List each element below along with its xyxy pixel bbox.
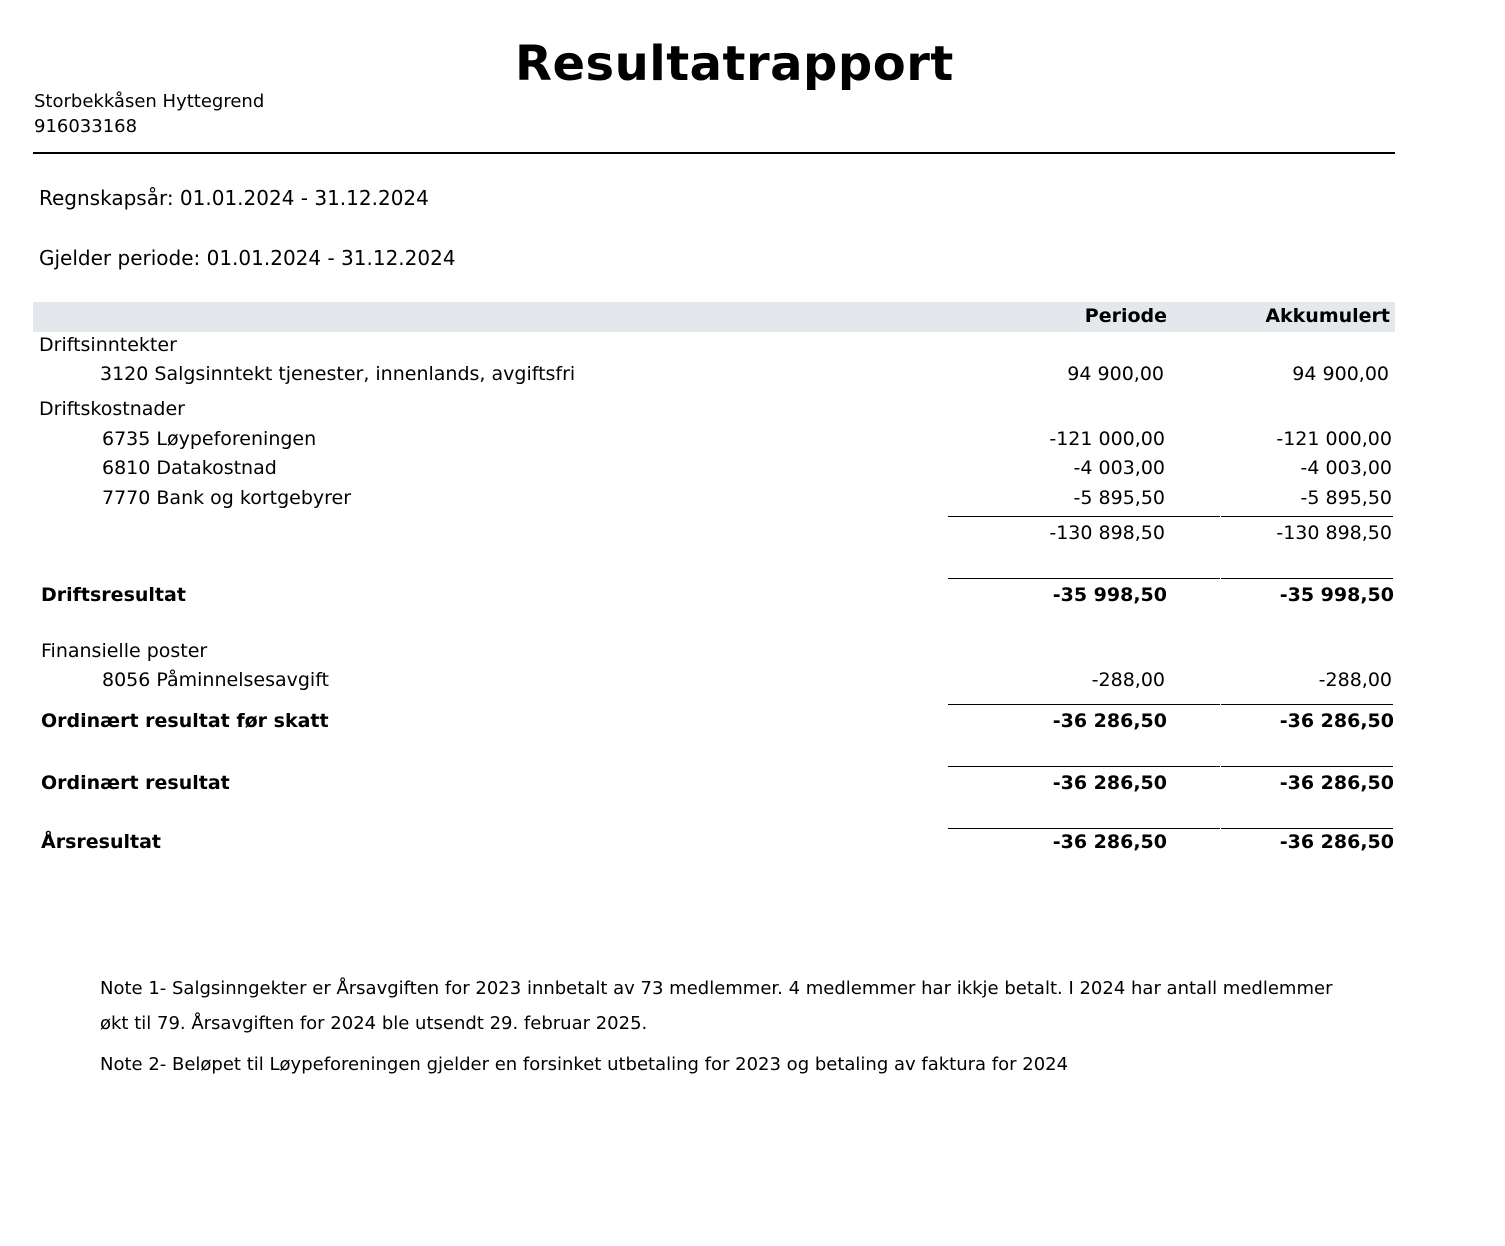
driftsresultat-label: Driftsresultat: [41, 584, 186, 606]
ordinaert-for-skatt-periode: -36 286,50: [1052, 710, 1167, 732]
arsresultat-rule-akkumulert: [1221, 828, 1393, 829]
driftsresultat-rule-periode: [948, 578, 1220, 579]
section-label-finansielle: Finansielle poster: [41, 640, 208, 662]
org-number: 916033168: [34, 116, 138, 137]
ordinaert-rule-periode: [948, 766, 1220, 767]
account-6810-periode: -4 003,00: [1073, 457, 1165, 479]
column-header-band: [33, 302, 1395, 332]
account-8056-label: 8056 Påminnelsesavgift: [102, 669, 329, 691]
section-label-driftskostnader: Driftskostnader: [39, 398, 185, 420]
driftsresultat-akkumulert: -35 998,50: [1279, 584, 1394, 606]
ordinaert-periode: -36 286,50: [1052, 772, 1167, 794]
ordinaert-label: Ordinært resultat: [41, 772, 230, 794]
ordinaert-for-skatt-rule-akkumulert: [1221, 704, 1393, 705]
ordinaert-rule-akkumulert: [1221, 766, 1393, 767]
account-3120-periode: 94 900,00: [1067, 363, 1164, 385]
column-header-akkumulert: Akkumulert: [1265, 305, 1390, 327]
header-divider: [33, 152, 1395, 154]
account-6810-label: 6810 Datakostnad: [102, 457, 277, 479]
arsresultat-akkumulert: -36 286,50: [1279, 831, 1394, 853]
note-1-line-2: økt til 79. Årsavgiften for 2024 ble utsendt 29. februar 2025.: [100, 1013, 648, 1034]
report-period: Gjelder periode: 01.01.2024 - 31.12.2024: [39, 246, 456, 270]
account-8056-akkumulert: -288,00: [1318, 669, 1392, 691]
account-7770-label: 7770 Bank og kortgebyrer: [102, 487, 352, 509]
account-6810-akkumulert: -4 003,00: [1300, 457, 1392, 479]
account-3120-akkumulert: 94 900,00: [1292, 363, 1389, 385]
arsresultat-periode: -36 286,50: [1052, 831, 1167, 853]
account-7770-akkumulert: -5 895,50: [1300, 487, 1392, 509]
column-header-periode: Periode: [1084, 305, 1167, 327]
company-name: Storbekkåsen Hyttegrend: [34, 91, 265, 112]
arsresultat-label: Årsresultat: [41, 831, 161, 853]
ordinaert-for-skatt-rule-periode: [948, 704, 1220, 705]
arsresultat-rule-periode: [948, 828, 1220, 829]
driftsresultat-rule-akkumulert: [1221, 578, 1393, 579]
driftskostnader-subtotal-akkumulert: -130 898,50: [1276, 522, 1392, 544]
report-title: Resultatrapport: [515, 36, 954, 92]
driftskostnader-subtotal-periode: -130 898,50: [1049, 522, 1165, 544]
note-2: Note 2- Beløpet til Løypeforeningen gjelder en forsinket utbetaling for 2023 og betaling av faktura for 2024: [100, 1054, 1069, 1075]
account-6735-akkumulert: -121 000,00: [1276, 428, 1392, 450]
ordinaert-for-skatt-akkumulert: -36 286,50: [1279, 710, 1394, 732]
ordinaert-akkumulert: -36 286,50: [1279, 772, 1394, 794]
fiscal-year: Regnskapsår: 01.01.2024 - 31.12.2024: [39, 186, 429, 210]
ordinaert-for-skatt-label: Ordinært resultat før skatt: [41, 710, 329, 732]
subtotal-rule-akkumulert: [1221, 516, 1393, 517]
driftsresultat-periode: -35 998,50: [1052, 584, 1167, 606]
note-1-line-1: Note 1- Salgsinngekter er Årsavgiften for 2023 innbetalt av 73 medlemmer. 4 medlemmer har ikkje betalt. I 2024 har antall medlemmer: [100, 978, 1333, 999]
section-label-driftsinntekter: Driftsinntekter: [39, 334, 177, 356]
account-7770-periode: -5 895,50: [1073, 487, 1165, 509]
account-8056-periode: -288,00: [1091, 669, 1165, 691]
subtotal-rule-periode: [948, 516, 1220, 517]
account-6735-label: 6735 Løypeforeningen: [102, 428, 317, 450]
account-6735-periode: -121 000,00: [1049, 428, 1165, 450]
account-3120-label: 3120 Salgsinntekt tjenester, innenlands, avgiftsfri: [100, 363, 576, 385]
